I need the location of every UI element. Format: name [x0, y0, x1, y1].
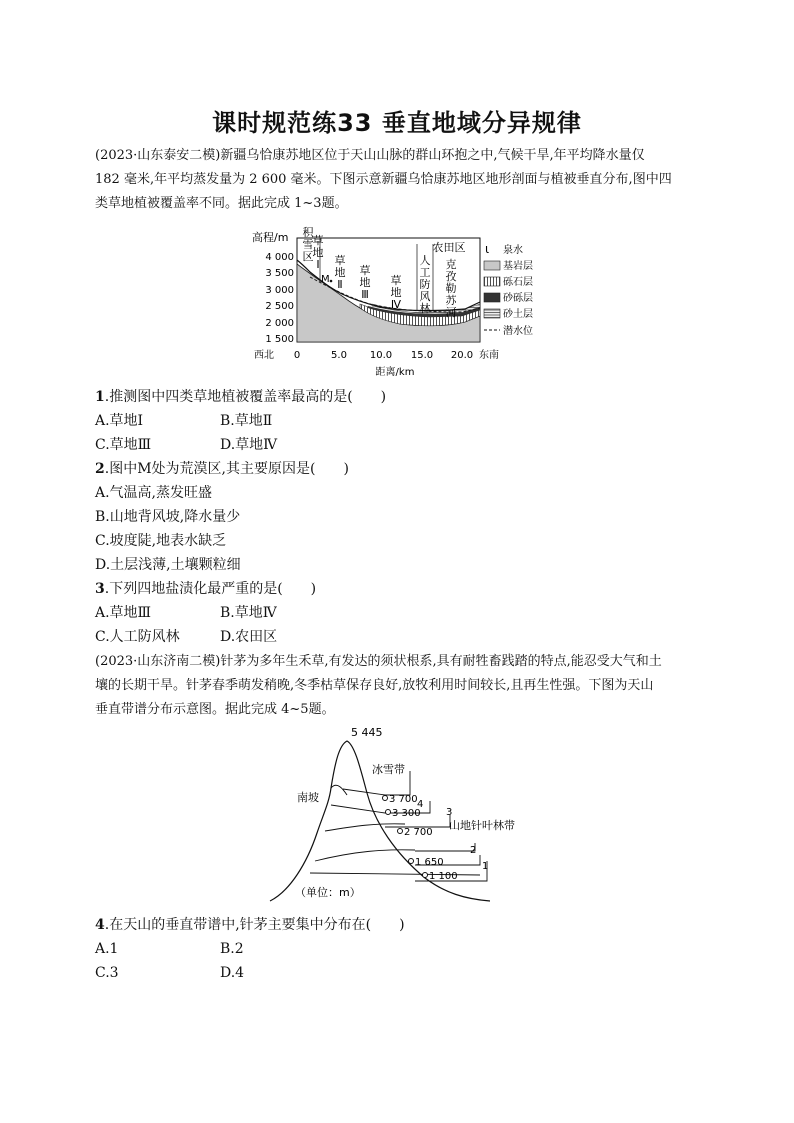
svg-text:草: 草: [334, 254, 346, 267]
point-m-label: M: [321, 274, 330, 285]
svg-text:工: 工: [419, 266, 431, 279]
svg-text:区: 区: [302, 250, 314, 263]
sandy-soil-swatch: [484, 309, 500, 318]
intro1-line-2: 182 毫米,年平均蒸发量为 2 600 毫米。下图示意新疆乌恰康苏地区地形剖面与植被垂直分布,图中四: [95, 172, 672, 187]
svg-text:人: 人: [419, 254, 431, 267]
point-m-marker: [330, 280, 333, 283]
region-river: [446, 257, 458, 319]
y-tick: 2 500: [265, 301, 294, 312]
intro2-line-2: 壤的长期干旱。针茅春季萌发稍晚,冬季枯草保存良好,放牧利用时间较长,且再生性强。下图为天山: [95, 678, 654, 693]
q3-option-d[interactable]: D.农田区: [220, 629, 278, 645]
q4-option-a[interactable]: A.1: [95, 941, 119, 957]
svg-text:林: 林: [419, 302, 431, 315]
bedrock-swatch: [484, 261, 500, 270]
y-tick: 2 000: [265, 318, 294, 329]
conifer-belt-label: 山地针叶林带: [449, 819, 515, 832]
intro2-line-1: 针茅为多年生禾草,有发达的须状根系,具有耐牲畜践踏的特点,能忍受大气和土: [220, 654, 662, 669]
svg-text:克: 克: [445, 258, 457, 271]
question-4: 4.在天山的垂直带谱中,针茅主要集中分布在( ): [95, 917, 405, 933]
intro2-source: (2023·山东济南二模): [95, 654, 221, 669]
svg-text:草: 草: [390, 274, 402, 287]
q2-option-a[interactable]: A.气温高,蒸发旺盛: [95, 485, 213, 501]
svg-text:地: 地: [334, 266, 346, 279]
svg-text:草: 草: [359, 264, 371, 277]
terrain-profile-figure: [250, 222, 550, 380]
q1-option-d[interactable]: D.草地Ⅳ: [220, 437, 278, 453]
svg-text:1 100: 1 100: [429, 871, 458, 882]
svg-text:Ⅱ: Ⅱ: [337, 278, 343, 291]
region-grassland-4: [391, 273, 402, 311]
q1-option-c[interactable]: C.草地Ⅲ: [95, 437, 152, 453]
gravel-swatch: [484, 277, 500, 286]
spring-icon: ɩ: [485, 242, 490, 256]
q4-option-c[interactable]: C.3: [95, 965, 119, 981]
region-farmland: 农田区: [432, 241, 466, 254]
intro2-line-3: 垂直带谱分布示意图。据此完成 4~5题。: [95, 702, 335, 717]
q1-option-b[interactable]: B.草地Ⅱ: [220, 413, 273, 429]
intro-paragraph-2: [95, 650, 705, 722]
y-tick: 1 500: [265, 334, 294, 345]
direction-southeast: 东南: [479, 350, 499, 361]
intro1-line-3: 类草地植被覆盖率不同。据此完成 1~3题。: [95, 196, 348, 211]
q3-option-a[interactable]: A.草地Ⅲ: [95, 605, 152, 621]
region-windbreak-forest: [420, 254, 431, 315]
svg-text:砂砾层: 砂砾层: [503, 293, 533, 304]
direction-northwest: 西北: [254, 350, 274, 361]
q1-option-a[interactable]: A.草地Ⅰ: [95, 413, 144, 429]
svg-text:3 700: 3 700: [389, 794, 418, 805]
q4-option-d[interactable]: D.4: [220, 965, 245, 981]
svg-text:勒: 勒: [445, 282, 457, 295]
x-tick: 15.0: [410, 350, 434, 361]
svg-text:防: 防: [419, 278, 431, 291]
q4-option-b[interactable]: B.2: [220, 941, 244, 957]
q3-option-b[interactable]: B.草地Ⅳ: [220, 605, 277, 621]
q2-option-b[interactable]: B.山地背风坡,降水量少: [95, 509, 241, 525]
y-tick: 3 500: [265, 268, 294, 279]
q3-option-c[interactable]: C.人工防风林: [95, 629, 180, 645]
sandy-gravel-swatch: [484, 293, 500, 302]
y-tick: 4 000: [265, 252, 294, 263]
question-2: 2.图中M处为荒漠区,其主要原因是( ): [95, 461, 349, 477]
zone-2: 2: [470, 845, 477, 856]
peak-elevation: 5 445: [351, 726, 383, 739]
svg-text:地: 地: [312, 246, 324, 259]
svg-text:砾石层: 砾石层: [503, 277, 533, 288]
svg-text:Ⅳ: Ⅳ: [390, 298, 402, 311]
svg-text:地: 地: [390, 286, 402, 299]
svg-text:孜: 孜: [445, 270, 457, 283]
x-tick: 0: [293, 350, 301, 361]
y-tick: 3 000: [265, 285, 294, 296]
south-slope-label: 南坡: [297, 791, 319, 804]
svg-text:3 300: 3 300: [392, 808, 421, 819]
svg-text:雪: 雪: [302, 238, 314, 251]
svg-text:2 700: 2 700: [404, 827, 433, 838]
svg-text:风: 风: [419, 290, 431, 303]
figure1-legend: [484, 242, 533, 337]
svg-text:草: 草: [312, 234, 324, 247]
svg-text:河: 河: [445, 306, 457, 319]
svg-text:苏: 苏: [445, 294, 457, 307]
zone-4: 4: [417, 799, 424, 810]
x-tick: 20.0: [450, 350, 474, 361]
svg-text:砂土层: 砂土层: [503, 309, 533, 320]
tianshan-vertical-zones-figure: [265, 723, 540, 905]
svg-text:1 650: 1 650: [415, 857, 444, 868]
ice-belt-label: 冰雪带: [372, 763, 405, 776]
q2-option-d[interactable]: D.土层浅薄,土壤颗粒细: [95, 557, 241, 573]
intro1-source: (2023·山东泰安二模): [95, 148, 221, 163]
x-tick: 10.0: [369, 350, 393, 361]
svg-text:基岩层: 基岩层: [503, 261, 533, 272]
intro-paragraph-1: [95, 144, 705, 216]
svg-text:潜水位: 潜水位: [503, 326, 533, 337]
svg-text:积: 积: [302, 226, 314, 239]
svg-text:泉水: 泉水: [503, 245, 523, 256]
q2-option-c[interactable]: C.坡度陡,地表水缺乏: [95, 533, 227, 549]
question-1: 1.推测图中四类草地植被覆盖率最高的是( ): [95, 389, 387, 405]
x-tick: 5.0: [331, 350, 347, 361]
question-3: 3.下列四地盐渍化最严重的是( ): [95, 581, 317, 597]
zone-1: 1: [482, 861, 489, 872]
svg-text:Ⅰ: Ⅰ: [316, 258, 320, 271]
intro1-line-1: 新疆乌恰康苏地区位于天山山脉的群山环抱之中,气候干旱,年平均降水量仅: [220, 148, 645, 163]
y-axis-label: 高程/m: [252, 231, 289, 244]
zone-3: 3: [446, 807, 453, 818]
svg-text:Ⅲ: Ⅲ: [361, 288, 369, 301]
x-axis-label: 距离/km: [375, 367, 415, 378]
unit-label: （单位：m）: [295, 886, 361, 899]
svg-text:地: 地: [359, 276, 371, 289]
page-title: 课时规范练33 垂直地域分异规律: [212, 109, 582, 137]
